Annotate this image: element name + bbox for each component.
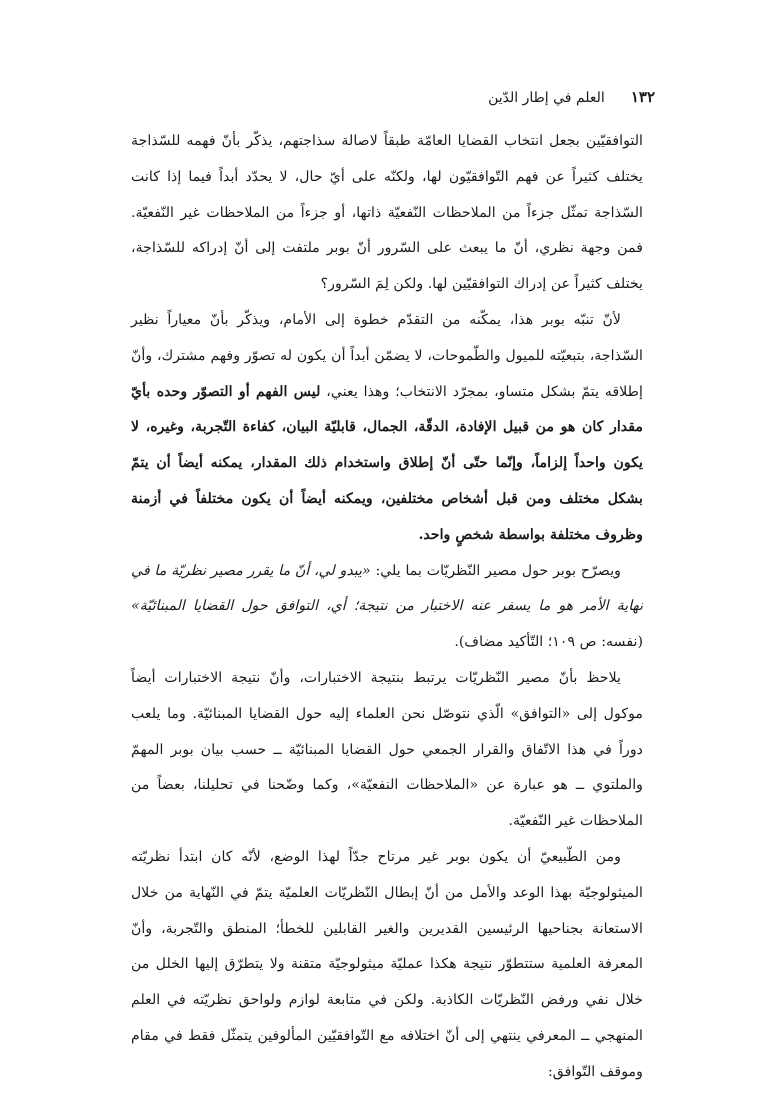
page-number: ١٣٢ (630, 88, 655, 106)
body-text (131, 124, 643, 1091)
chapter-title: العلم في إطار الدّين (488, 90, 605, 106)
paragraph-3 (131, 554, 643, 661)
paragraph-2 (131, 303, 643, 554)
paragraph-2-plain: لأنّ تنبّه بوبر هذا، يمكّنه من التقدّم خطوة إلى الأمام، ويذكّر بأنّ معياراً نظير السّذاجة، بتبعيّته للميول والطّموحات، لا يضمّن أبداً أن يكون له تصوّر وفهم مشترك، وأنّ إطلاقه يتمّ بشكل متساو، بمجرّد الانتخاب؛ وهذا يعني، (131, 311, 644, 400)
paragraph-2-emphasis: ليس الفهم أو التصوّر وحده بأيّ مقدار كان هو من قبيل الإفادة، الدقّة، الجمال، قابليّة البيان، كفاءة التّجربة، وغيره، لا يكون واحداً إلزاماً، وإنّما حتّى أنّ إطلاق واستخدام ذلك المقدار، يمكنه أيضاً أن يتمّ بشكل مختلف ومن قبل أشخاص مختلفين، ويمكنه أيضاً أن يكون مختلفاً في أزمنة وظروف مختلفة بواسطة شخصٍ واحد. (131, 383, 643, 543)
paragraph-3-citation: (نفسه: ص ١٠٩؛ التّأكيد مضاف). (454, 634, 643, 651)
paragraph-3-lead: ويصرّح بوبر حول مصير النّظريّات بما يلي: (370, 562, 621, 579)
paragraph-5: ومن الطّبيعيّ أن يكون بوبر غير مرتاح جدّاً لهذا الوضع، لأنّه كان ابتدأ نظريّته الميثولوجيّة بهذا الوعد والأمل من أنّ إبطال النّظريّات العلميّة يتمّ في النّهاية من خلال الاستعانة بجناحيها الرئيسين القديرين والغير القابلين للخطأ؛ المنطق والتّجربة، وأنّ المعرفة العلمية ستتطوّر نتيجة هكذا عمليّة ميثولوجيّة متقنة ولا يتطرّق إليها الخلل من خلال نفي ورفض النّظريّات الكاذبة. ولكن في متابعة لوازم ولواحق نظريّته في العلم المنهجي ــ المعرفي ينتهي إلى أنّ اختلافه مع التّوافقيّين المألوفين يتمثّل فقط في مقام وموقف التّوافق: (131, 848, 643, 1080)
paragraph-3-quotation: «يبدو لي، أنّ ما يقرر مصير نظريّة ما في نهاية الأمر هو ما يسفر عنه الاختبار من نتيجة؛ أي، التوافق حول القضايا المبنائيّة» (131, 562, 643, 615)
running-head (135, 88, 655, 112)
paragraph-1: التوافقيّين بجعل انتخاب القضايا العامّة طبقاً لاصالة سذاجتهم، يذكّر بأنّ فهمه للسّذاجة يختلف كثيراً عن فهم التّوافقيّون لها، ولكنّه على أيّ حال، لا يحدّد أبداً فيما إذا كانت السّذاجة تمثّل جزءاً من الملاحظات النّفعيّة ذاتها، أو جزءاً من الملاحظات غير النّفعيّة. فمن وجهة نظري، أنّ ما يبعث على السّرور أنّ بوبر ملتفت إلى أنّ إدراكه للسّذاجة، يختلف كثيراً عن إدراك التوافقيّين لها. ولكن لِمَ السّرور؟ (131, 133, 643, 293)
paragraph-4: يلاحظ بأنّ مصير النّظريّات يرتبط بنتيجة الاختبارات، وأنّ نتيجة الاختبارات أيضاً موكول إلى «التوافق» الّذي نتوصّل نحن العلماء إليه حول القضايا المبنائيّة. وما يلعب دوراً في هذا الاتّفاق والقرار الجمعي حول القضايا المبنائيّة ــ حسب بيان بوبر المهمّ والملتوي ــ هو عبارة عن «الملاحظات النفعيّة»، وكما وضّحنا في تحليلنا، بعضاً من الملاحظات غير النّفعيّة. (131, 669, 643, 830)
